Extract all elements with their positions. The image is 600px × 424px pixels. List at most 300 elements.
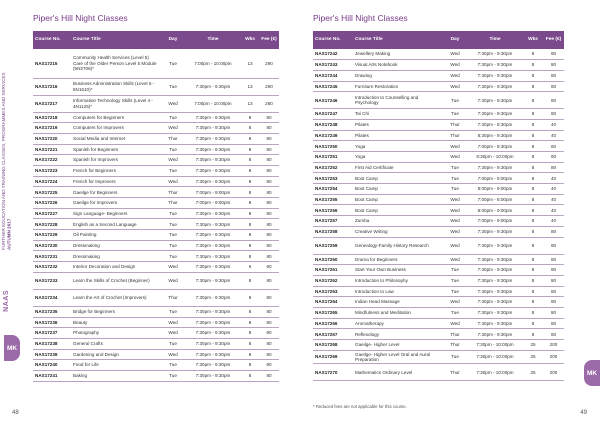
cell-course-title: Dressmaking <box>71 240 161 251</box>
cell-course-title: Introduction to Counselling and Psychology <box>353 92 443 109</box>
cell-course-no: NAS17263 <box>313 286 353 297</box>
header-course-no: Course No. <box>33 31 71 49</box>
cell-course-title: Learn the Skills of Crochet (Beginner) <box>71 272 161 289</box>
header-time: Time <box>185 31 241 49</box>
cell-time: 8:00pm - 9:00pm <box>467 184 523 195</box>
cell-course-no: NAS17223 <box>33 165 71 176</box>
cell-day: Wed <box>161 262 185 273</box>
cell-fee: 80 <box>259 317 279 328</box>
cell-weeks: 8 <box>241 144 259 155</box>
cell-time: 8:30pm - 10:00pm <box>467 152 523 163</box>
table-row <box>313 237 564 254</box>
table-row <box>33 328 279 339</box>
table-row <box>313 254 564 265</box>
cell-course-title: Yoga <box>353 141 443 152</box>
cell-weeks: 8 <box>241 317 259 328</box>
cell-weeks: 8 <box>241 133 259 144</box>
cell-day: Tue <box>161 306 185 317</box>
cell-fee: 80 <box>259 208 279 219</box>
table-row <box>33 208 279 219</box>
cell-course-no: NAS17270 <box>313 364 353 381</box>
cell-course-no: NAS17225 <box>33 187 71 198</box>
cell-course-no: NAS17269 <box>313 350 353 364</box>
cell-weeks: 8 <box>523 329 543 340</box>
page-number: 49 <box>580 410 587 416</box>
cell-time: 7:00pm - 8:30pm <box>467 141 523 152</box>
cell-time: 7:30pm - 9:30pm <box>467 92 523 109</box>
table-row <box>33 133 279 144</box>
cell-course-no: NAS17234 <box>33 289 71 306</box>
table-row <box>313 329 564 340</box>
mk-tab: MK <box>584 360 600 386</box>
cell-day: Wed <box>443 318 467 329</box>
table-row <box>33 306 279 317</box>
cell-fee: 260 <box>259 95 279 112</box>
cell-time: 7:30pm - 9:30pm <box>185 176 241 187</box>
classes-table <box>313 31 564 381</box>
cell-course-title: Computers for Beginners <box>71 112 161 123</box>
cell-course-title: Drawing <box>353 70 443 81</box>
cell-course-title: First Aid Certificate <box>353 162 443 173</box>
cell-course-title: Boot Camp <box>353 173 443 184</box>
cell-day: Wed <box>161 328 185 339</box>
cell-day: Tue <box>443 173 467 184</box>
cell-fee: 80 <box>259 123 279 134</box>
cell-course-no: NAS17258 <box>313 226 353 237</box>
cell-course-title: Gaeilge for Improvers <box>71 198 161 209</box>
cell-course-title: Pilates <box>353 130 443 141</box>
table-row <box>33 317 279 328</box>
table-row <box>313 162 564 173</box>
cell-course-no: NAS17237 <box>33 328 71 339</box>
table-row <box>33 240 279 251</box>
cell-fee: 80 <box>259 133 279 144</box>
table-row <box>313 92 564 109</box>
cell-course-no: NAS17239 <box>33 349 71 360</box>
table-row <box>313 173 564 184</box>
table-row <box>33 123 279 134</box>
cell-course-title: Community Health Services (Level 5) Care of the Older Person Level 5 Module (5N2706)* <box>71 49 161 78</box>
cell-time: 7:30pm - 9:30pm <box>185 328 241 339</box>
cell-time: 8:30pm - 9:30pm <box>467 130 523 141</box>
cell-fee: 40 <box>543 119 564 130</box>
cell-course-no: NAS17256 <box>313 205 353 216</box>
table-row <box>33 262 279 273</box>
header-fee: Fee (€) <box>259 31 279 49</box>
cell-day: Thur <box>443 130 467 141</box>
cell-fee: 80 <box>259 219 279 230</box>
table-row <box>313 297 564 308</box>
cell-course-title: Food for Life <box>71 360 161 371</box>
cell-fee: 80 <box>543 49 564 60</box>
cell-weeks: 8 <box>241 123 259 134</box>
table-row <box>33 187 279 198</box>
cell-weeks: 8 <box>523 119 543 130</box>
cell-fee: 60 <box>543 152 564 163</box>
table-row <box>313 350 564 364</box>
header-weeks: Wks <box>523 31 543 49</box>
table-row <box>313 109 564 120</box>
cell-time: 7:30pm - 9:30pm <box>467 275 523 286</box>
cell-fee: 80 <box>259 240 279 251</box>
cell-fee: 80 <box>543 226 564 237</box>
table-row <box>33 176 279 187</box>
cell-day: Wed <box>443 297 467 308</box>
page-title: Piper's Hill Night Classes <box>313 13 408 23</box>
table-row <box>33 95 279 112</box>
cell-course-no: NAS17261 <box>313 265 353 276</box>
cell-weeks: 8 <box>523 307 543 318</box>
table-header-row <box>313 31 564 49</box>
table-row <box>313 194 564 205</box>
cell-course-no: NAS17217 <box>33 95 71 112</box>
table-row <box>313 265 564 276</box>
cell-weeks: 8 <box>241 338 259 349</box>
cell-weeks: 8 <box>523 173 543 184</box>
cell-weeks: 25 <box>523 350 543 364</box>
table-row <box>313 60 564 71</box>
cell-fee: 80 <box>259 155 279 166</box>
cell-time: 7:30pm - 9:30pm <box>185 230 241 241</box>
cell-day: Thur <box>443 340 467 351</box>
cell-course-title: Mindfulness and Meditation <box>353 307 443 318</box>
cell-fee: 40 <box>543 173 564 184</box>
cell-course-no: NAS17266 <box>313 318 353 329</box>
cell-time: 7:30pm - 9:30pm <box>467 307 523 318</box>
cell-course-title: Photography <box>71 328 161 339</box>
cell-course-no: NAS17254 <box>313 184 353 195</box>
table-row <box>313 119 564 130</box>
cell-time: 7:30pm - 9:30pm <box>185 155 241 166</box>
cell-course-title: Beauty <box>71 317 161 328</box>
cell-course-no: NAS17228 <box>33 219 71 230</box>
cell-fee: 80 <box>543 81 564 92</box>
cell-fee: 80 <box>543 109 564 120</box>
cell-weeks: 8 <box>523 92 543 109</box>
cell-course-title: Dressmaking <box>71 251 161 262</box>
cell-course-no: NAS17218 <box>33 112 71 123</box>
cell-weeks: 8 <box>241 289 259 306</box>
table-row <box>313 205 564 216</box>
cell-course-no: NAS17229 <box>33 230 71 241</box>
cell-day: Tue <box>443 92 467 109</box>
cell-course-title: Business Administration Skills (Level 5 - 5N1610)* <box>71 78 161 95</box>
side-heading <box>1 20 13 250</box>
table-row <box>33 349 279 360</box>
cell-day: Tue <box>161 144 185 155</box>
cell-time: 7:30pm - 9:30pm <box>467 70 523 81</box>
cell-day: Wed <box>161 123 185 134</box>
cell-weeks: 8 <box>241 328 259 339</box>
cell-weeks: 8 <box>523 216 543 227</box>
cell-day: Tue <box>161 338 185 349</box>
cell-course-title: Baking <box>71 370 161 381</box>
header-day: Day <box>443 31 467 49</box>
cell-time: 7:00pm - 8:00pm <box>467 173 523 184</box>
table-row <box>313 340 564 351</box>
cell-weeks: 8 <box>523 152 543 163</box>
cell-time: 8:00pm - 9:00pm <box>467 205 523 216</box>
cell-day: Wed <box>443 152 467 163</box>
cell-day: Thur <box>161 187 185 198</box>
cell-weeks: 8 <box>523 81 543 92</box>
cell-fee: 80 <box>543 318 564 329</box>
cell-fee: 60 <box>543 141 564 152</box>
cell-course-no: NAS17233 <box>33 272 71 289</box>
cell-fee: 80 <box>543 286 564 297</box>
cell-weeks: 8 <box>241 272 259 289</box>
header-course-title: Course Title <box>353 31 443 49</box>
cell-time: 7:30pm - 9:30pm <box>467 297 523 308</box>
cell-course-no: NAS17240 <box>33 360 71 371</box>
cell-fee: 80 <box>259 370 279 381</box>
cell-fee: 200 <box>543 364 564 381</box>
cell-time: 7:30pm - 9:30pm <box>467 265 523 276</box>
table-row <box>33 360 279 371</box>
cell-weeks: 8 <box>523 286 543 297</box>
cell-fee: 80 <box>543 307 564 318</box>
cell-time: 7:30pm - 9:30pm <box>185 208 241 219</box>
cell-course-no: NAS17246 <box>313 92 353 109</box>
cell-course-title: Gaeilge- Higher Level Oral and Aural Preparation <box>353 350 443 364</box>
cell-time: 7:30pm - 9:30pm <box>185 123 241 134</box>
cell-time: 7:30pm - 9:30pm <box>467 237 523 254</box>
table-row <box>33 338 279 349</box>
table-row <box>313 307 564 318</box>
header-time: Time <box>467 31 523 49</box>
cell-day: Tue <box>443 184 467 195</box>
cell-time: 7:30pm - 9:30pm <box>467 49 523 60</box>
cell-fee: 80 <box>259 176 279 187</box>
cell-course-no: NAS17220 <box>33 133 71 144</box>
cell-time: 7:30pm - 9:30pm <box>467 109 523 120</box>
cell-weeks: 8 <box>241 198 259 209</box>
cell-course-title: Social Media and Internet <box>71 133 161 144</box>
table-row <box>313 141 564 152</box>
cell-time: 7:00pm - 10:00pm <box>185 49 241 78</box>
cell-day: Thur <box>443 329 467 340</box>
cell-time: 7:30pm - 9:30pm <box>185 133 241 144</box>
cell-weeks: 25 <box>523 364 543 381</box>
cell-course-title: Creative Writing <box>353 226 443 237</box>
cell-day: Thur <box>443 364 467 381</box>
table-row <box>33 219 279 230</box>
cell-course-title: Gaeilge- Higher Level <box>353 340 443 351</box>
cell-weeks: 8 <box>523 275 543 286</box>
table-row <box>33 272 279 289</box>
cell-weeks: 8 <box>241 155 259 166</box>
cell-day: Wed <box>161 176 185 187</box>
cell-weeks: 8 <box>241 219 259 230</box>
cell-weeks: 8 <box>523 141 543 152</box>
cell-fee: 80 <box>543 329 564 340</box>
cell-course-title: Drama for Beginners <box>353 254 443 265</box>
cell-course-no: NAS17250 <box>313 141 353 152</box>
cell-day: Tue <box>161 208 185 219</box>
cell-course-title: Yoga <box>353 152 443 163</box>
cell-time: 7:30pm - 9:30pm <box>185 306 241 317</box>
cell-weeks: 13 <box>241 49 259 78</box>
cell-fee: 80 <box>543 70 564 81</box>
cell-course-title: Introduction to Philosophy <box>353 275 443 286</box>
cell-day: Tue <box>443 307 467 318</box>
cell-day: Tue <box>161 165 185 176</box>
cell-course-title: General Crafts <box>71 338 161 349</box>
cell-course-no: NAS17268 <box>313 340 353 351</box>
cell-course-title: Gardening and Design <box>71 349 161 360</box>
cell-course-no: NAS17247 <box>313 109 353 120</box>
cell-course-title: Spanish for Improvers <box>71 155 161 166</box>
cell-day: Wed <box>161 155 185 166</box>
side-heading-line2: AUTUMN 2017 <box>6 218 12 250</box>
cell-course-no: NAS17242 <box>313 49 353 60</box>
cell-day: Thur <box>161 289 185 306</box>
table-row <box>33 78 279 95</box>
cell-course-no: NAS17241 <box>33 370 71 381</box>
cell-time: 7:00pm - 8:00pm <box>467 194 523 205</box>
table-header-row <box>33 31 279 49</box>
cell-course-no: NAS17226 <box>33 198 71 209</box>
cell-weeks: 8 <box>241 176 259 187</box>
table-row <box>313 226 564 237</box>
cell-course-no: NAS17224 <box>33 176 71 187</box>
table-row <box>313 216 564 227</box>
cell-time: 7:30pm - 10:00pm <box>467 350 523 364</box>
cell-course-no: NAS17255 <box>313 194 353 205</box>
cell-course-title: French for Improvers <box>71 176 161 187</box>
cell-fee: 80 <box>259 338 279 349</box>
table-row <box>313 364 564 381</box>
cell-course-title: Boot Camp <box>353 184 443 195</box>
cell-course-title: Boot Camp <box>353 194 443 205</box>
page-number: 48 <box>12 410 19 416</box>
cell-course-title: Indian Head Massage <box>353 297 443 308</box>
cell-fee: 80 <box>259 112 279 123</box>
cell-fee: 40 <box>543 216 564 227</box>
table-row <box>313 152 564 163</box>
cell-weeks: 8 <box>523 60 543 71</box>
cell-fee: 60 <box>259 262 279 273</box>
cell-weeks: 8 <box>241 208 259 219</box>
table-row <box>33 155 279 166</box>
cell-day: Wed <box>161 272 185 289</box>
cell-course-title: Reflexology <box>353 329 443 340</box>
cell-time: 7:30pm - 9:30pm <box>185 219 241 230</box>
cell-course-title: Zumba <box>353 216 443 227</box>
cell-time: 7:30pm - 9:30pm <box>467 226 523 237</box>
cell-weeks: 25 <box>523 340 543 351</box>
cell-day: Thur <box>443 119 467 130</box>
cell-day: Tue <box>161 240 185 251</box>
cell-course-no: NAS17262 <box>313 275 353 286</box>
table-row <box>313 81 564 92</box>
cell-course-no: NAS17235 <box>33 306 71 317</box>
cell-day: Tue <box>161 251 185 262</box>
cell-fee: 80 <box>259 349 279 360</box>
cell-weeks: 8 <box>241 112 259 123</box>
cell-fee: 40 <box>543 184 564 195</box>
table-row <box>33 230 279 241</box>
header-fee: Fee (€) <box>543 31 564 49</box>
cell-time: 7:30pm - 9:30pm <box>467 254 523 265</box>
cell-course-no: NAS17259 <box>313 237 353 254</box>
cell-fee: 200 <box>543 350 564 364</box>
table-row <box>33 49 279 78</box>
cell-day: Tue <box>443 162 467 173</box>
cell-fee: 200 <box>543 340 564 351</box>
cell-course-no: NAS17236 <box>33 317 71 328</box>
cell-course-no: NAS17230 <box>33 240 71 251</box>
cell-time: 7:30pm - 9:30pm <box>467 286 523 297</box>
table-row <box>313 184 564 195</box>
classes-table <box>33 31 279 382</box>
cell-course-title: Introduction to Law <box>353 286 443 297</box>
table-row <box>33 112 279 123</box>
footnote: * Reduced fees are not applicable for this course. <box>313 404 407 409</box>
cell-weeks: 8 <box>523 297 543 308</box>
cell-course-no: NAS17219 <box>33 123 71 134</box>
cell-time: 7:30pm - 9:30pm <box>185 272 241 289</box>
cell-day: Wed <box>161 317 185 328</box>
cell-time: 7:30pm - 9:30pm <box>467 81 523 92</box>
cell-day: Wed <box>443 205 467 216</box>
cell-course-no: NAS17260 <box>313 254 353 265</box>
cell-day: Tue <box>161 370 185 381</box>
cell-day: Wed <box>443 70 467 81</box>
cell-course-no: NAS17257 <box>313 216 353 227</box>
cell-weeks: 8 <box>523 109 543 120</box>
mk-tab: MK <box>4 335 20 361</box>
cell-weeks: 8 <box>523 49 543 60</box>
cell-fee: 80 <box>543 237 564 254</box>
cell-day: Wed <box>443 237 467 254</box>
cell-course-title: Information Technology Skills (Level 4 - 4N1125)* <box>71 95 161 112</box>
cell-day: Tue <box>443 286 467 297</box>
cell-fee: 80 <box>259 198 279 209</box>
cell-day: Tue <box>161 219 185 230</box>
cell-time: 7:30pm - 9:30pm <box>185 78 241 95</box>
header-course-title: Course Title <box>71 31 161 49</box>
cell-time: 7:30pm - 9:30pm <box>185 349 241 360</box>
cell-time: 7:30pm - 8:30pm <box>467 119 523 130</box>
cell-course-title: Oil Painting <box>71 230 161 241</box>
cell-time: 7:30pm - 9:30pm <box>467 318 523 329</box>
cell-time: 7:30pm - 9:30pm <box>185 338 241 349</box>
table-row <box>33 198 279 209</box>
cell-day: Wed <box>443 81 467 92</box>
cell-weeks: 8 <box>523 205 543 216</box>
cell-day: Tue <box>443 109 467 120</box>
cell-weeks: 8 <box>523 184 543 195</box>
cell-weeks: 13 <box>241 78 259 95</box>
cell-day: Wed <box>443 194 467 205</box>
cell-weeks: 8 <box>523 318 543 329</box>
cell-course-no: NAS17221 <box>33 144 71 155</box>
cell-course-title: English as a Second Language <box>71 219 161 230</box>
table-body <box>33 49 279 381</box>
cell-fee: 80 <box>259 187 279 198</box>
cell-day: Wed <box>443 141 467 152</box>
cell-time: 7:00pm - 10:00pm <box>185 95 241 112</box>
cell-course-no: NAS17251 <box>313 152 353 163</box>
cell-fee: 290 <box>259 78 279 95</box>
cell-weeks: 8 <box>241 370 259 381</box>
cell-time: 7:30pm - 10:00pm <box>467 340 523 351</box>
cell-day: Tue <box>443 350 467 364</box>
cell-weeks: 8 <box>523 162 543 173</box>
table-row <box>313 130 564 141</box>
cell-weeks: 8 <box>523 70 543 81</box>
